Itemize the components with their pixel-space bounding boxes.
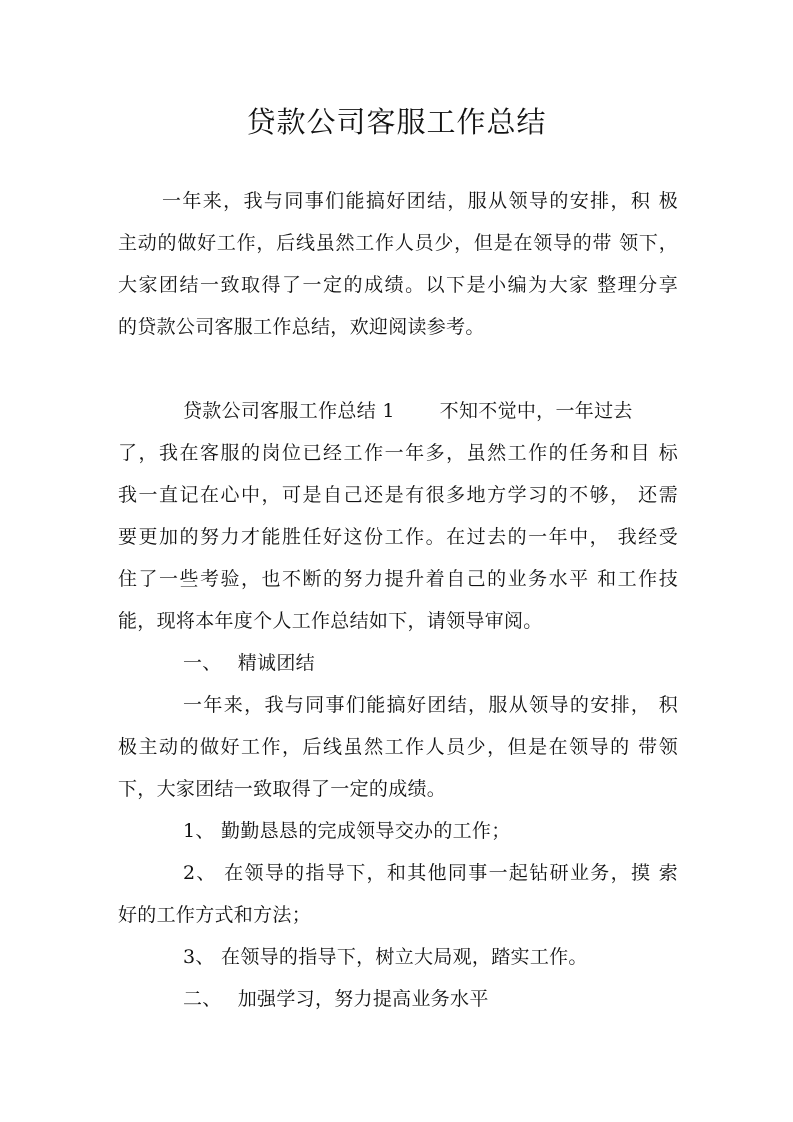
heading-one: 一、 精诚团结 xyxy=(183,652,315,674)
paragraph-line: 我一直记在心中，可是自己还是有很多地方学习的不够， 还需 xyxy=(118,484,678,506)
paragraph-line: 大家团结一致取得了一定的成绩。以下是小编为大家 整理分享 xyxy=(118,274,678,296)
paragraph-line: 一年来，我与同事们能搞好团结，服从领导的安排，积 极 xyxy=(162,190,678,212)
section-heading-line: 贷款公司客服工作总结 1 不知不觉中，一年过去 xyxy=(183,400,633,422)
paragraph-line: 好的工作方式和方法； xyxy=(118,904,312,926)
paragraph-line: 一年来，我与同事们能搞好团结，服从领导的安排， 积 xyxy=(183,694,678,716)
paragraph-line: 的贷款公司客服工作总结，欢迎阅读参考。 xyxy=(118,316,485,338)
list-item: 3、 在领导的指导下，树立大局观，踏实工作。 xyxy=(183,946,588,968)
paragraph-line: 要更加的努力才能胜任好这份工作。在过去的一年中， 我经受 xyxy=(118,526,678,548)
paragraph-line: 下，大家团结一致取得了一定的成绩。 xyxy=(118,778,447,800)
paragraph-line: 住了一些考验，也不断的努力提升着自己的业务水平 和工作技 xyxy=(118,568,678,590)
paragraph-line: 能，现将本年度个人工作总结如下，请领导审阅。 xyxy=(118,610,543,632)
list-item: 1、 勤勤恳恳的完成领导交办的工作； xyxy=(183,820,511,842)
heading-two: 二、 加强学习，努力提高业务水平 xyxy=(183,988,489,1010)
list-item: 2、 在领导的指导下，和其他同事一起钻研业务，摸 索 xyxy=(183,862,678,884)
document-title: 贷款公司客服工作总结 xyxy=(246,105,547,139)
paragraph-line: 极主动的做好工作，后线虽然工作人员少，但是在领导的 带领 xyxy=(118,736,678,758)
paragraph-line: 主动的做好工作，后线虽然工作人员少，但是在领导的带 领下， xyxy=(118,232,678,254)
paragraph-line: 了，我在客服的岗位已经工作一年多，虽然工作的任务和目 标 xyxy=(118,442,678,464)
